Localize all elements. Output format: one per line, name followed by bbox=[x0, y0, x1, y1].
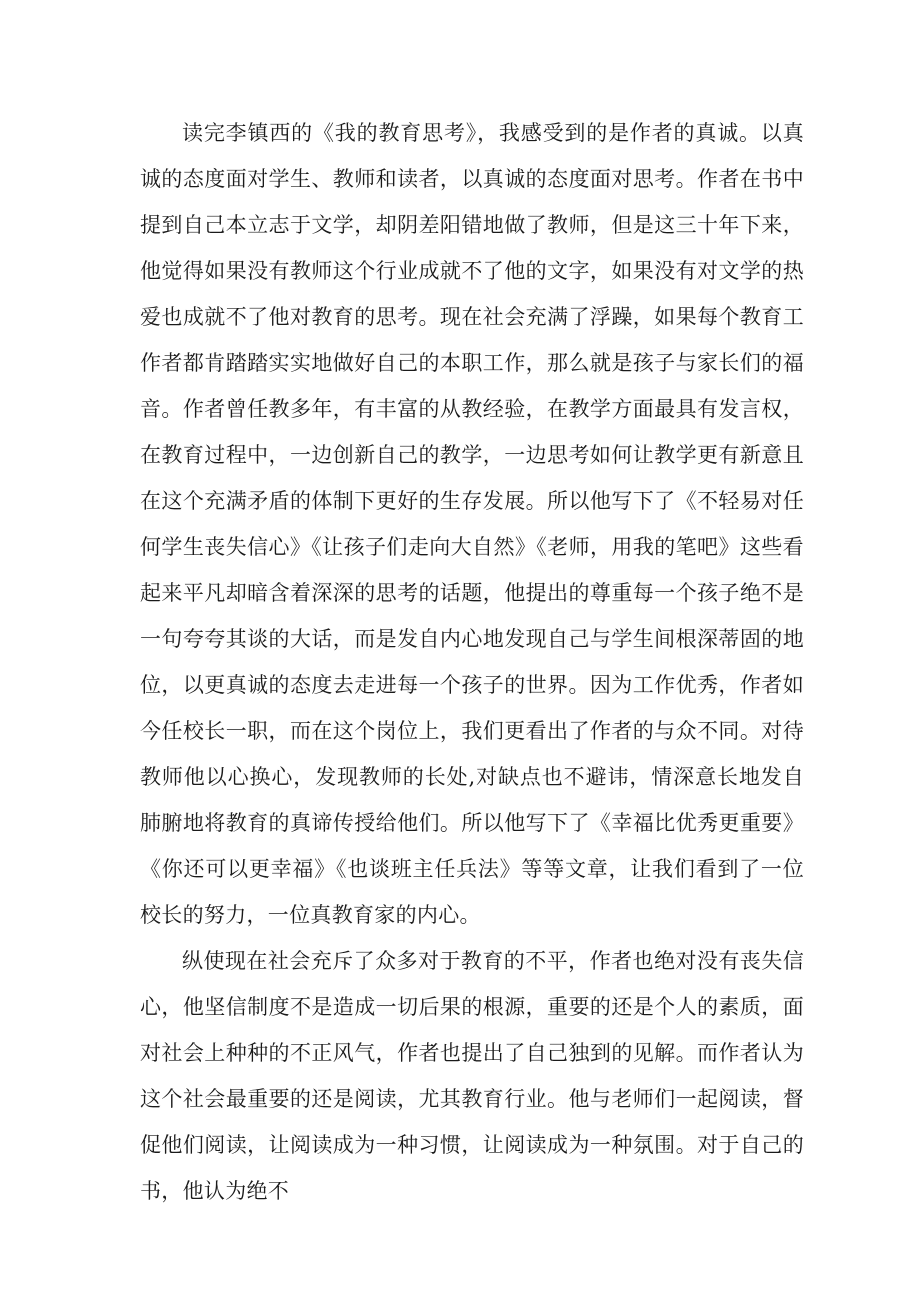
paragraph-2: 纵使现在社会充斥了众多对于教育的不平，作者也绝对没有丧失信心，他坚信制度不是造成一切后果的根源，重要的还是个人的素质，面对社会上种种的不正风气，作者也提出了自己独到的见解。而作者认为这个社会最重要的还是阅读，尤其教育行业。他与老师们一起阅读，督促他们阅读，让阅读成为一种习惯，让阅读成为一种氛围。对于自己的书，他认为绝不 bbox=[140, 949, 804, 1203]
paragraph-1: 读完李镇西的《我的教育思考》，我感受到的是作者的真诚。以真诚的态度面对学生、教师和读者，以真诚的态度面对思考。作者在书中提到自己本立志于文学，却阴差阳错地做了教师，但是这三十年下来，他觉得如果没有教师这个行业成就不了他的文字，如果没有对文学的热爱也成就不了他对教育的思考。现在社会充满了浮躁，如果每个教育工作者都肯踏踏实实地做好自己的本职工作，那么就是孩子与家长们的福音。作者曾任教多年，有丰富的从教经验，在教学方面最具有发言权，在教育过程中，一边创新自己的教学，一边思考如何让教学更有新意且在这个充满矛盾的体制下更好的生存发展。所以他写下了《不轻易对任何学生丧失信心》《让孩子们走向大自然》《老师，用我的笔吧》这些看起来平凡却暗含着深深的思考的话题，他提出的尊重每一个孩子绝不是一句夸夸其谈的大话，而是发自内心地发现自己与学生间根深蒂固的地位，以更真诚的态度去走进每一个孩子的世界。因为工作优秀，作者如今任校长一职，而在这个岗位上，我们更看出了作者的与众不同。对待教师他以心换心，发现教师的长处,对缺点也不避讳，情深意长地发自肺腑地将教育的真谛传授给他们。所以他写下了《幸福比优秀更重要》《你还可以更幸福》《也谈班主任兵法》等等文章，让我们看到了一位校长的努力，一位真教育家的内心。 bbox=[140, 121, 804, 927]
document-body bbox=[140, 110, 804, 1214]
